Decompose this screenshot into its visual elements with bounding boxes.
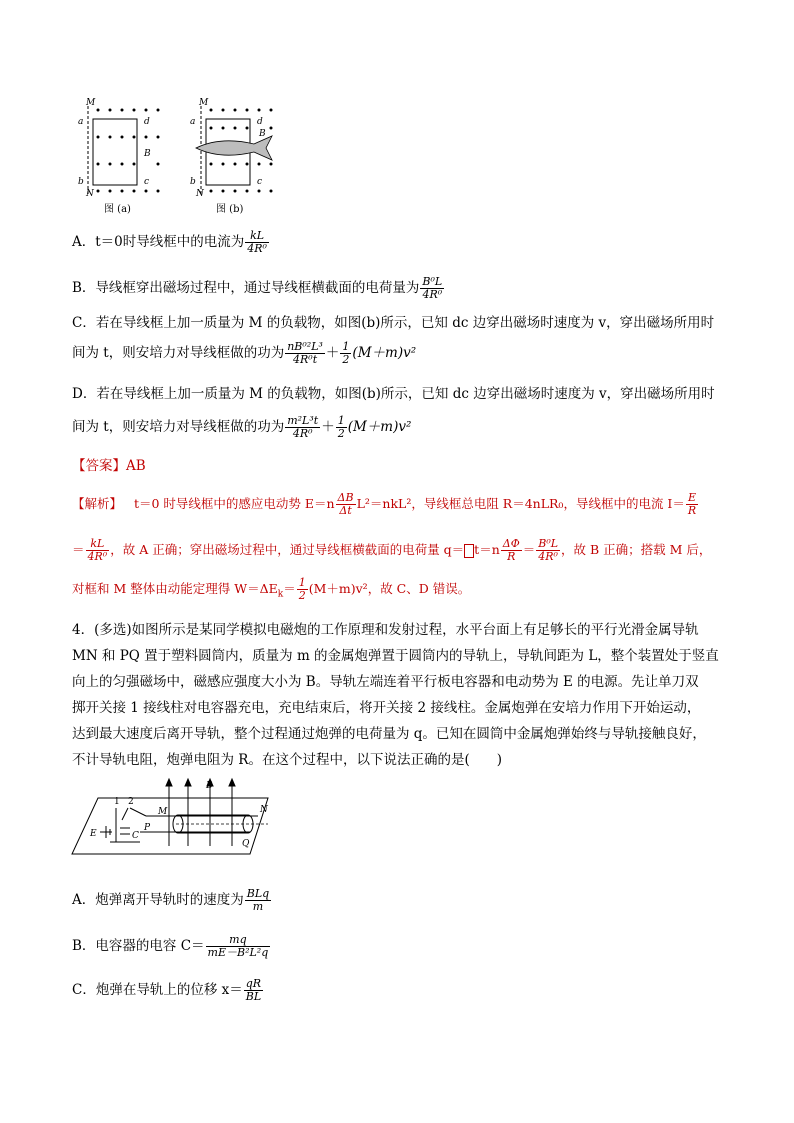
figure-ab <box>76 92 286 216</box>
analysis-label: 【解析】 <box>72 496 123 511</box>
label-d-a: d <box>144 117 150 127</box>
q3-option-d-line2: 间为 t，则安培力对导线框做的功为 $\frac{\text{m²L³t}}{\text{4R⁰}}$ ＋ $\frac{1}{2}$ (M＋m)v² <box>72 414 412 440</box>
q4-option-a: A．炮弹离开导轨时的速度为 $\frac{\text{BLq}}{m}$ <box>72 887 270 913</box>
label-N-b: N <box>196 189 204 199</box>
fig4-label-M: M <box>158 807 168 817</box>
label-d-b: d <box>257 117 263 127</box>
analysis-line2: ＝ $\frac{kL}{\text{4R⁰}}$ ，故 A 正确；穿出磁场过程中，通过导线框横截面的电荷量 q＝ t＝n $\frac{\Delta\Phi}{R}$ ＝ $\frac{\text{B⁰L}}{\text{4R⁰}}$ ，故 B 正确；搭载 M 后， <box>72 537 712 563</box>
fig4-label-1: 1 <box>114 797 120 807</box>
label-c-b: c <box>257 177 263 187</box>
fig4-label-C: C <box>132 831 139 841</box>
q4-stem-line1: 4．(多选)如图所示是某同学模拟电磁炮的工作原理和发射过程，水平台面上有足够长的平行光滑金属导轨 <box>72 622 699 638</box>
q4-stem-line4: 掷开关接 1 接线柱对电容器充电，充电结束后，将开关接 2 接线柱。金属炮弹在安培力作用下开始运动， <box>72 700 701 716</box>
label-a-a: a <box>78 117 84 127</box>
current-bar-icon <box>464 544 474 558</box>
q4-option-b: B．电容器的电容 C＝ $\frac{mq}{\text{mE－B²L²q}}$ <box>72 933 269 959</box>
fig4-label-B: B <box>206 781 213 791</box>
label-a-b: a <box>190 117 196 127</box>
label-B-a: B <box>144 149 151 159</box>
caption-fig-a: 图 (a) <box>104 204 131 215</box>
figure-a <box>78 98 160 215</box>
q3-option-d-line1: D．若在导线框上加一质量为 M 的负载物，如图(b)所示，已知 dc 边穿出磁场时速度为 v，穿出磁场所用时 <box>72 386 715 402</box>
analysis-line3: 对框和 M 整体由动能定理得 $W=\Delta E_k=$ $\frac{1}{2}$ (M＋m)v²，故 C、D 错误。 <box>72 576 471 602</box>
figure-railgun <box>70 776 280 858</box>
label-c-a: c <box>144 177 150 187</box>
label-M-b: M <box>199 98 209 108</box>
fig4-label-P: P <box>144 823 151 833</box>
answer-value: AB <box>126 458 146 474</box>
q3-option-c-line1: C．若在导线框上加一质量为 M 的负载物，如图(b)所示，已知 dc 边穿出磁场时速度为 v，穿出磁场所用时 <box>72 315 715 331</box>
caption-fig-b: 图 (b) <box>216 204 244 215</box>
label-N-a: N <box>86 189 94 199</box>
fig4-label-E: E <box>90 829 97 839</box>
label-M-a: M <box>86 98 96 108</box>
q3-option-a: A．t＝0时导线框中的电流为 $\frac{kL}{\text{4R⁰}}$ <box>72 229 267 255</box>
fig4-label-Q: Q <box>242 839 250 849</box>
fig4-label-2: 2 <box>128 797 134 807</box>
q3-option-c-line2: 间为 t，则安培力对导线框做的功为 $\frac{\text{nB⁰²L³}}{\text{4R⁰t}}$ ＋ $\frac{1}{2}$ (M＋m)v² <box>72 340 417 366</box>
answer-label: 【答案】 <box>72 458 126 474</box>
q4-stem-line3: 向上的匀强磁场中，磁感应强度大小为 B。导轨左端连着平行板电容器和电动势为 E 的电源。先让单刀双 <box>72 674 699 690</box>
answer <box>72 456 146 476</box>
q4-stem-line2: MN 和 PQ 置于塑料圆筒内，质量为 m 的金属炮弹置于圆筒内的导轨上，导轨间距为 L，整个装置处于竖直 <box>72 648 719 664</box>
q4-option-c: C．炮弹在导轨上的位移 x＝ $\frac{qR}{BL}$ <box>72 977 262 1003</box>
label-b-a: b <box>78 177 84 187</box>
fig4-label-N: N <box>260 805 268 815</box>
label-b-b: b <box>190 177 196 187</box>
load-shape <box>196 136 272 160</box>
analysis-line1: 【解析】 t＝0 时导线框中的感应电动势 E＝n $\frac{\Delta B}{\Delta t}$ L²＝nkL²，导线框总电阻 R＝4nLR₀，导线框中的电流 I＝ $\frac{E}{R}$ <box>72 491 697 517</box>
q4-stem-line5: 达到最大速度后离开导轨，整个过程通过炮弹的电荷量为 q。已知在圆筒中金属炮弹始终与导轨接触良好， <box>72 726 706 742</box>
label-B-b: B <box>259 129 266 139</box>
figure-b <box>190 98 273 215</box>
q3-option-b: B．导线框穿出磁场过程中，通过导线框横截面的电荷量为 $\frac{\text{B⁰L}}{\text{4R⁰}}$ <box>72 275 443 301</box>
q4-stem-line6: 不计导轨电阻，炮弹电阻为 R。在这个过程中，以下说法正确的是( ) <box>72 752 502 768</box>
